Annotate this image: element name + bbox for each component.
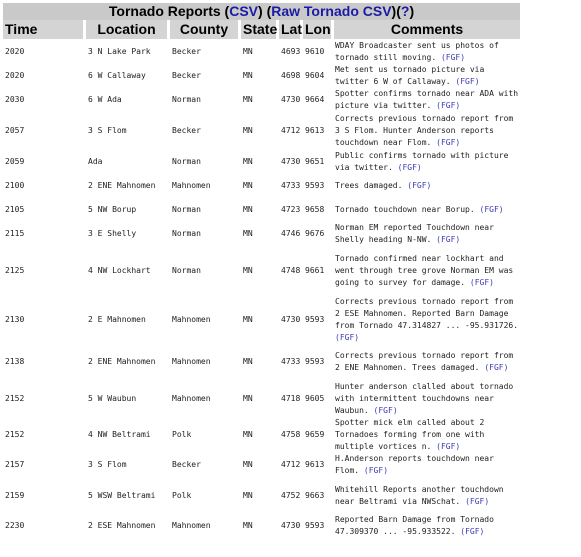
cell-location: 5 NW Borup bbox=[88, 205, 137, 214]
office-link[interactable]: (FGF) bbox=[407, 181, 432, 190]
cell-location: 2 ENE Mahnomen bbox=[88, 357, 156, 366]
comment-text: WDAY Broadcaster sent us photos of tornado still moving. bbox=[335, 40, 499, 62]
cell-lon: 9593 bbox=[305, 357, 325, 366]
cell-state: MN bbox=[243, 490, 253, 500]
office-link[interactable]: (FGF) bbox=[436, 101, 461, 110]
cell-comments bbox=[334, 112, 520, 149]
cell-lat: 4712 bbox=[281, 460, 301, 469]
office-link[interactable]: (FGF) bbox=[484, 363, 509, 372]
office-link[interactable]: (FGF) bbox=[397, 162, 422, 172]
header-lon: Lon bbox=[303, 20, 334, 39]
comment-text: Tornado confirmed near lockhart and went through tree grove Norman EM was going to survey for damage. bbox=[335, 254, 514, 287]
cell-location: 4 NW Beltrami bbox=[88, 430, 151, 439]
cell-lat: 4712 bbox=[281, 125, 301, 135]
cell-location: 2 ENE Mahnomen bbox=[88, 181, 156, 190]
cell-lat: 4733 bbox=[281, 181, 301, 190]
cell-state: MN bbox=[243, 393, 253, 403]
cell-lat: 4730 bbox=[281, 156, 301, 166]
cell-time: 2138 bbox=[5, 357, 25, 366]
cell-comments bbox=[334, 174, 520, 198]
cell-lon: 9651 bbox=[305, 156, 325, 166]
cell-county: Polk bbox=[172, 490, 192, 500]
cell-lon: 9593 bbox=[305, 181, 325, 190]
cell-location: 2 ESE Mahnomen bbox=[88, 521, 156, 530]
cell-time: 2159 bbox=[5, 490, 25, 500]
cell-location: 4 NW Lockhart bbox=[88, 266, 151, 275]
header-location: Location bbox=[86, 20, 170, 39]
cell-state: MN bbox=[243, 205, 253, 214]
title-after-raw: )( bbox=[391, 3, 401, 19]
cell-lon: 9613 bbox=[305, 460, 325, 469]
cell-time: 2059 bbox=[5, 156, 25, 166]
cell-county: Becker bbox=[172, 460, 201, 469]
comment-text: H.Anderson reports touchdown near Flom. bbox=[335, 454, 494, 475]
comment-text: Reported Barn Damage from Tornado 47.309370 ... -95.933522. bbox=[335, 515, 494, 536]
cell-location: 6 W Ada bbox=[88, 95, 122, 104]
cell-lat: 4693 bbox=[281, 46, 301, 56]
cell-state: MN bbox=[243, 229, 253, 238]
cell-state: MN bbox=[243, 266, 253, 275]
table-row bbox=[3, 64, 520, 88]
cell-comments bbox=[334, 453, 520, 477]
cell-time: 2230 bbox=[5, 521, 25, 530]
cell-time: 2030 bbox=[5, 95, 25, 104]
header-lat: Lat bbox=[281, 21, 302, 37]
cell-location: 5 W Waubun bbox=[88, 393, 137, 403]
cell-time: 2020 bbox=[5, 46, 25, 56]
cell-location: 5 WSW Beltrami bbox=[88, 490, 156, 500]
cell-lat: 4730 bbox=[281, 315, 301, 324]
comment-text: Hunter anderson clalled about tornado with intermittent touchdowns near Waubun. bbox=[335, 381, 514, 415]
cell-county: Becker bbox=[172, 71, 201, 80]
comment-text: Whitehill Reports another touchdown near Beltrami via NWSchat. bbox=[335, 484, 504, 506]
cell-comments bbox=[334, 514, 520, 538]
cell-comments bbox=[334, 88, 520, 112]
tornado-reports-table bbox=[3, 3, 520, 538]
cell-lon: 9605 bbox=[305, 393, 325, 403]
table-row bbox=[3, 198, 520, 222]
cell-county: Mahnomen bbox=[172, 181, 211, 190]
cell-lon: 9663 bbox=[305, 490, 325, 500]
cell-comments bbox=[334, 344, 520, 380]
table-row bbox=[3, 222, 520, 246]
help-link[interactable]: ? bbox=[400, 3, 410, 19]
cell-location: 3 N Lake Park bbox=[88, 46, 151, 56]
table-row bbox=[3, 477, 520, 514]
comment-text: Corrects previous tornado report from 2 ENE Mahnomen. Trees damaged. bbox=[335, 351, 514, 372]
cell-location: 3 S Flom bbox=[88, 125, 127, 135]
office-link[interactable]: (FGF) bbox=[335, 333, 360, 342]
table-row bbox=[3, 514, 520, 538]
cell-comments bbox=[334, 246, 520, 296]
cell-state: MN bbox=[243, 181, 253, 190]
cell-comments bbox=[334, 296, 520, 344]
office-link[interactable]: (FGF) bbox=[465, 496, 490, 506]
cell-state: MN bbox=[243, 460, 253, 469]
cell-time: 2057 bbox=[5, 125, 25, 135]
cell-county: Mahnomen bbox=[172, 357, 211, 366]
cell-time: 2130 bbox=[5, 315, 25, 324]
cell-lon: 9610 bbox=[305, 46, 325, 56]
comment-text: Met sent us tornado picture via twitter 6 W of Callaway. bbox=[335, 65, 485, 86]
title-suffix: ) bbox=[409, 3, 415, 19]
cell-time: 2125 bbox=[5, 266, 25, 275]
cell-state: MN bbox=[243, 95, 253, 104]
comment-text: Corrects previous tornado report from 2 ESE Mahnomen. Reported Barn Damage from Tornado 47.314827 ... -95.931726. bbox=[335, 297, 519, 330]
comment-text: Spotter confirms tornado near ADA with picture via twitter. bbox=[335, 89, 519, 110]
cell-state: MN bbox=[243, 125, 253, 135]
table-row bbox=[3, 88, 520, 112]
title-prefix: Tornado Reports ( bbox=[108, 3, 230, 19]
comment-text: Corrects previous tornado report from 3 S Flom. Hunter Anderson reports touchdown near Flom. bbox=[335, 113, 514, 147]
comment-text: Norman EM reported Touchdown near Shelly heading N-NW. bbox=[335, 223, 494, 244]
cell-lon: 9661 bbox=[305, 266, 325, 275]
office-link[interactable]: (FGF) bbox=[363, 466, 389, 475]
cell-county: Norman bbox=[172, 156, 201, 166]
cell-lat: 4730 bbox=[281, 521, 301, 530]
cell-county: Polk bbox=[172, 430, 192, 439]
cell-lon: 9658 bbox=[305, 205, 325, 214]
cell-state: MN bbox=[243, 315, 253, 324]
table-row bbox=[3, 39, 520, 64]
cell-lat: 4748 bbox=[281, 266, 301, 275]
cell-county: Mahnomen bbox=[172, 521, 211, 530]
comment-text: Public confirms tornado with picture via twitter. bbox=[335, 150, 509, 172]
office-link[interactable]: (FGF) bbox=[436, 442, 461, 451]
cell-county: Norman bbox=[172, 266, 201, 275]
cell-comments bbox=[334, 380, 520, 417]
table-row bbox=[3, 112, 520, 149]
office-link[interactable]: (FGF) bbox=[373, 405, 398, 415]
csv-link[interactable]: CSV bbox=[229, 3, 259, 19]
cell-county: Norman bbox=[172, 95, 201, 104]
cell-comments bbox=[334, 149, 520, 174]
cell-county: Mahnomen bbox=[172, 315, 211, 324]
table-row bbox=[3, 453, 520, 477]
cell-state: MN bbox=[243, 71, 253, 80]
raw-tornado-csv-link[interactable]: Raw Tornado CSV bbox=[271, 3, 392, 19]
cell-lat: 4698 bbox=[281, 71, 301, 80]
cell-lat: 4723 bbox=[281, 205, 301, 214]
table-row bbox=[3, 246, 520, 296]
cell-state: MN bbox=[243, 46, 253, 56]
table-title bbox=[3, 3, 520, 20]
cell-lat: 4730 bbox=[281, 95, 301, 104]
cell-comments bbox=[334, 64, 520, 88]
cell-time: 2100 bbox=[5, 181, 25, 190]
office-link[interactable]: (FGF) bbox=[469, 278, 494, 287]
cell-county: Becker bbox=[172, 125, 201, 135]
header-time: Time bbox=[3, 20, 86, 39]
comment-text: Trees damaged. bbox=[335, 181, 403, 190]
cell-lat: 4718 bbox=[281, 393, 301, 403]
cell-comments bbox=[334, 417, 520, 453]
cell-state: MN bbox=[243, 521, 253, 530]
column-header-row bbox=[3, 20, 520, 39]
cell-location: 3 E Shelly bbox=[88, 229, 137, 238]
cell-lat: 4746 bbox=[281, 229, 301, 238]
office-link[interactable]: (FGF) bbox=[479, 205, 504, 214]
cell-lon: 9664 bbox=[305, 95, 325, 104]
cell-comments bbox=[334, 477, 520, 514]
title-mid: ) ( bbox=[258, 3, 272, 19]
cell-time: 2157 bbox=[5, 460, 25, 469]
cell-lon: 9604 bbox=[305, 71, 325, 80]
office-link[interactable]: (FGF) bbox=[436, 137, 461, 147]
table-title-row bbox=[3, 3, 520, 20]
cell-lat: 4752 bbox=[281, 490, 301, 500]
cell-location: 3 S Flom bbox=[88, 460, 127, 469]
cell-county: Norman bbox=[172, 229, 201, 238]
office-link[interactable]: (FGF) bbox=[436, 235, 461, 244]
office-link[interactable]: (FGF) bbox=[455, 77, 480, 86]
cell-location: 2 E Mahnomen bbox=[88, 315, 146, 324]
cell-county: Norman bbox=[172, 205, 201, 214]
cell-time: 2152 bbox=[5, 393, 25, 403]
cell-lat: 4733 bbox=[281, 357, 301, 366]
table-row bbox=[3, 296, 520, 344]
cell-comments bbox=[334, 198, 520, 222]
table-row bbox=[3, 344, 520, 380]
cell-state: MN bbox=[243, 156, 253, 166]
cell-comments bbox=[334, 39, 520, 64]
cell-county: Mahnomen bbox=[172, 393, 211, 403]
cell-time: 2152 bbox=[5, 430, 25, 439]
cell-lon: 9593 bbox=[305, 315, 325, 324]
cell-location: Ada bbox=[88, 156, 103, 166]
table-row bbox=[3, 174, 520, 198]
tornado-reports-table-container bbox=[3, 3, 520, 538]
header-state: State bbox=[243, 21, 278, 37]
table-row bbox=[3, 149, 520, 174]
table-body bbox=[3, 39, 520, 538]
cell-lon: 9659 bbox=[305, 430, 325, 439]
cell-lon: 9593 bbox=[305, 521, 325, 530]
cell-time: 2115 bbox=[5, 229, 25, 238]
table-row bbox=[3, 417, 520, 453]
cell-time: 2020 bbox=[5, 71, 25, 80]
cell-lon: 9613 bbox=[305, 125, 325, 135]
comment-text: Spotter mick elm called about 2 Tornadoes forming from one with multiple vortices n. bbox=[335, 418, 485, 451]
cell-location: 6 W Callaway bbox=[88, 71, 146, 80]
table-row bbox=[3, 380, 520, 417]
cell-state: MN bbox=[243, 357, 253, 366]
cell-state: MN bbox=[243, 430, 253, 439]
cell-lat: 4758 bbox=[281, 430, 301, 439]
header-comments: Comments bbox=[334, 20, 520, 39]
comment-text: Tornado touchdown near Borup. bbox=[335, 205, 475, 214]
cell-comments bbox=[334, 222, 520, 246]
cell-lon: 9676 bbox=[305, 229, 325, 238]
cell-county: Becker bbox=[172, 46, 201, 56]
cell-time: 2105 bbox=[5, 205, 25, 214]
office-link[interactable]: (FGF) bbox=[460, 527, 485, 536]
office-link[interactable]: (FGF) bbox=[440, 52, 466, 62]
header-county: County bbox=[170, 20, 241, 39]
